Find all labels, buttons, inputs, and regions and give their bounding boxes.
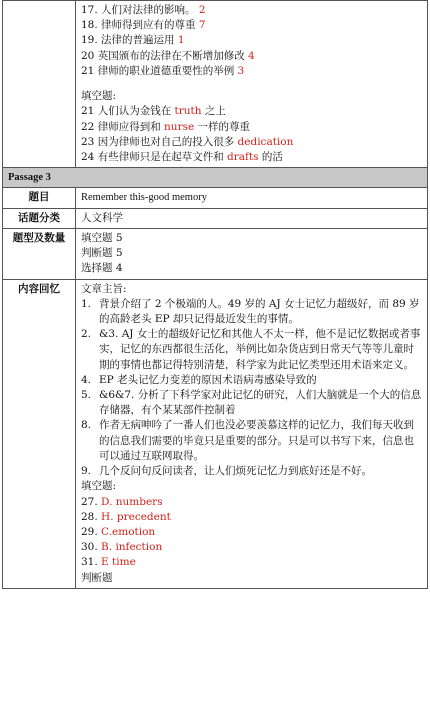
paragraph-number: 2 <box>198 4 206 16</box>
point-item <box>81 388 422 418</box>
answer-number: 30. <box>81 541 98 554</box>
answer-number: 28. <box>81 510 98 523</box>
fill-text: 21 人们认为金钱在 <box>81 105 175 118</box>
fill-answer: dedication <box>237 135 294 148</box>
point-number: 2. <box>81 328 92 341</box>
fill-item <box>81 104 422 119</box>
summary-text: 18. 律师得到应有的尊重 <box>81 19 196 32</box>
answer-item <box>81 555 422 570</box>
point-item <box>81 464 422 479</box>
type-name: 选择题 <box>81 262 113 275</box>
summary-text: 21 律师的职业道德重要性的举例 <box>81 64 235 77</box>
fill-answer: nurse <box>164 120 195 133</box>
fill-text: 23 因为律师也对自己的投入很多 <box>81 135 238 148</box>
fill-item <box>81 150 422 165</box>
point-text: &3. AJ 女士的超级好记忆和其他人不太一样，他不是记忆数据或者事实，记忆的东西都很生活化，举例比如杂货店到日常天气等等儿童时期的事情也都记得特别清楚，科学家为此记忆类型还用术语来定义。 <box>99 328 421 371</box>
point-number: 1. <box>81 297 92 310</box>
summary-text: 19. 法律的普遍运用 <box>81 34 175 47</box>
fill-text-after: 一样的尊重 <box>194 120 251 133</box>
answer-value: C.emotion <box>101 526 156 538</box>
point-number: 4. <box>81 373 92 386</box>
answer-item <box>81 495 422 510</box>
review-content <box>76 279 428 588</box>
summary-line <box>81 49 422 64</box>
type-name: 填空题 <box>81 231 113 244</box>
paragraph-number: 7 <box>198 19 206 32</box>
point-text: 几个反问句反问读者，让人们烦死记忆力到底好还是不好。 <box>99 465 372 478</box>
fill-item <box>81 120 422 135</box>
point-text: 背景介绍了 2 个极端的人。49 岁的 AJ 女士记忆力超级好，而 89 岁的高龄老头 EP 却只记得最近发生的事情。 <box>99 297 420 325</box>
judge-heading: 判断题 <box>81 571 113 584</box>
category-value: 人文科学 <box>76 208 428 228</box>
title-label: 题目 <box>3 188 76 208</box>
types-list <box>76 228 428 279</box>
passage-header-row <box>3 168 428 188</box>
fill-answer: drafts <box>227 150 259 163</box>
summary-line <box>81 64 422 79</box>
type-item <box>81 246 422 261</box>
answer-item <box>81 525 422 540</box>
point-item <box>81 327 422 373</box>
main-idea-heading: 文章主旨: <box>81 282 127 295</box>
point-number: 8. <box>81 419 92 432</box>
passage-header: Passage 3 <box>3 168 428 188</box>
type-count: 5 <box>115 247 123 260</box>
point-text: EP 老头记忆力变差的原因术语病毒感染导致的 <box>99 373 317 386</box>
fill-answer: truth <box>174 105 202 118</box>
fill-items <box>81 104 422 165</box>
point-text: &6&7. 分析了下科学家对此记忆的研究，人们大脑就是一个大的信息存储器，有个某某部件控制着 <box>99 389 422 417</box>
point-text: 作者无病呻吟了一番人们也没必要羡慕这样的记忆力，我们每天收到的信息我们需要的毕竟只是重要的部分。只是可以书写下来，信息也可以通过互联网取得。 <box>99 419 414 462</box>
summary-text: 20 英国颁布的法律在不断增加修改 <box>81 49 245 62</box>
fill-text: 22 律师应得到和 <box>81 120 165 133</box>
summary-line <box>81 18 422 33</box>
top-content-cell <box>76 1 428 168</box>
fill-heading: 填空题: <box>81 90 117 103</box>
answers-list <box>81 495 422 571</box>
answer-value: D. numbers <box>101 495 163 508</box>
answer-value: H. precedent <box>101 510 171 523</box>
review-row <box>3 279 428 588</box>
point-number: 5. <box>81 389 92 402</box>
summary-line <box>81 33 422 48</box>
type-item <box>81 231 422 246</box>
summary-text: 17. 人们对法律的影响。 <box>81 4 196 16</box>
answer-number: 27. <box>81 495 98 508</box>
point-number: 9. <box>81 465 92 478</box>
notes-table <box>2 0 428 589</box>
point-item <box>81 297 422 327</box>
paragraph-number: 3 <box>237 64 245 77</box>
empty-label-cell <box>3 1 76 168</box>
answer-number: 31. <box>81 556 98 569</box>
top-content-row <box>3 1 428 168</box>
type-count: 5 <box>115 231 123 244</box>
paragraph-number: 4 <box>248 49 255 62</box>
paragraph-number: 1 <box>177 34 185 47</box>
answer-value: B. infection <box>101 541 163 554</box>
point-item <box>81 418 422 464</box>
answer-item <box>81 510 422 525</box>
category-label: 话题分类 <box>3 208 76 228</box>
type-name: 判断题 <box>81 247 113 260</box>
types-row <box>3 228 428 279</box>
type-count: 4 <box>115 262 123 275</box>
fill-text-after: 之上 <box>201 105 226 118</box>
types-label: 题型及数量 <box>3 228 76 279</box>
answer-value: E time <box>101 556 136 569</box>
points-list <box>81 297 422 480</box>
review-label: 内容回忆 <box>3 279 76 588</box>
summary-lines <box>81 3 422 79</box>
type-item <box>81 261 422 276</box>
answer-fill-heading: 填空题: <box>81 480 117 493</box>
answer-item <box>81 540 422 555</box>
fill-text: 24 有些律师只是在起草文件和 <box>81 150 228 163</box>
category-row <box>3 208 428 228</box>
summary-line <box>81 3 422 18</box>
point-item <box>81 373 422 388</box>
title-row <box>3 188 428 208</box>
answer-number: 29. <box>81 526 98 538</box>
fill-item <box>81 135 422 150</box>
title-value: Remember this-good memory <box>76 188 428 208</box>
fill-text-after: 的活 <box>258 150 283 163</box>
